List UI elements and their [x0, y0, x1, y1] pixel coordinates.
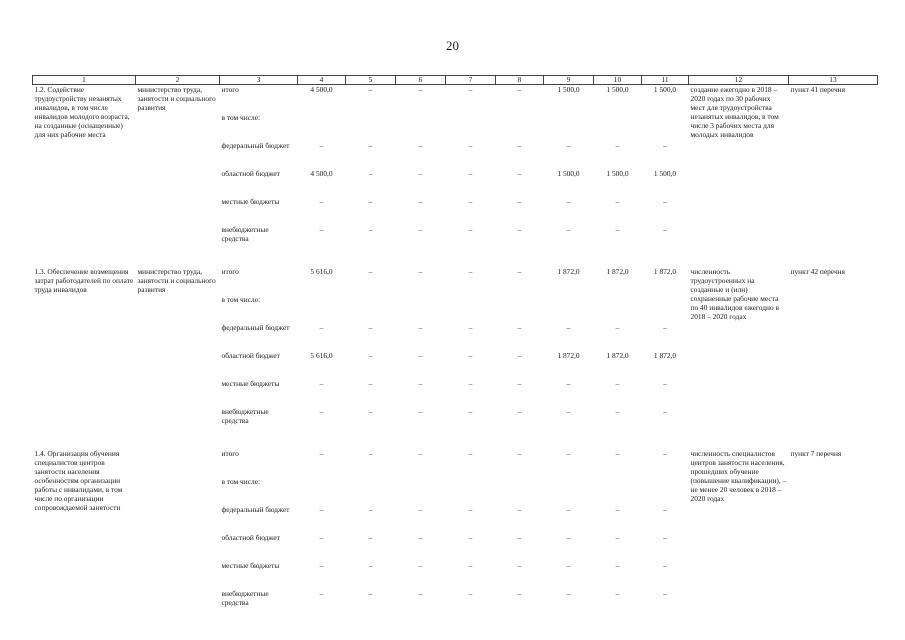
funding-source: местные бюджеты — [221, 197, 280, 206]
value-cell: – — [319, 225, 324, 234]
value-cell: – — [368, 379, 373, 388]
value-cell: – — [418, 449, 423, 458]
value-cell: – — [368, 449, 373, 458]
funding-source: в том числе: — [221, 113, 261, 122]
value-cell: – — [663, 533, 667, 542]
value-cell: – — [615, 561, 620, 570]
value-cell: – — [566, 197, 571, 206]
value-cell: – — [468, 449, 473, 458]
value-cell: – — [566, 407, 571, 416]
spacer-cell — [789, 253, 878, 267]
spacer-cell — [544, 435, 594, 449]
value-cell: – — [517, 449, 522, 458]
column-number: 5 — [346, 76, 396, 85]
value-cell: – — [517, 379, 522, 388]
value-cell: – — [517, 141, 522, 150]
value-cell: 1 872,0 — [653, 267, 677, 276]
funding-source: областной бюджет — [221, 533, 280, 542]
column-number: 11 — [642, 76, 689, 85]
value-cell: – — [615, 505, 620, 514]
value-cell: – — [418, 561, 423, 570]
value-cell: – — [368, 561, 373, 570]
value-cell: – — [468, 169, 473, 178]
value-cell: 1 500,0 — [606, 85, 629, 94]
value-cell: – — [663, 197, 667, 206]
value-cell: – — [663, 505, 667, 514]
value-cell: – — [468, 505, 473, 514]
value-cell — [496, 295, 544, 323]
funding-source: федеральный бюджет — [221, 505, 290, 514]
funding-source: итого — [221, 449, 239, 458]
value-cell: – — [517, 407, 522, 416]
value-cell: – — [418, 323, 423, 332]
measure-name: 1.2. Содействие трудоустройству незанятых инвалидов, в том числе инвалидов молодого возраста, на созданные (оснащенные) для них рабочие места — [34, 85, 130, 139]
spacer-cell — [220, 253, 298, 267]
value-cell — [446, 477, 496, 505]
value-cell: – — [517, 169, 522, 178]
value-cell: – — [615, 141, 620, 150]
value-cell: – — [368, 351, 373, 360]
value-cell: – — [663, 561, 667, 570]
value-cell: – — [566, 561, 571, 570]
value-cell — [594, 477, 642, 505]
row-spacer — [33, 253, 878, 267]
value-cell: – — [319, 323, 324, 332]
value-cell: – — [418, 505, 423, 514]
value-cell: – — [663, 323, 667, 332]
value-cell: – — [468, 533, 473, 542]
value-cell: – — [418, 197, 423, 206]
spacer-cell — [496, 435, 544, 449]
value-cell: – — [319, 141, 324, 150]
value-cell: – — [615, 407, 620, 416]
value-cell: – — [566, 533, 571, 542]
spacer-cell — [544, 253, 594, 267]
value-cell: – — [663, 407, 667, 416]
value-cell: 1 872,0 — [606, 351, 629, 360]
funding-source: внебюджетные средства — [221, 589, 269, 607]
value-cell: – — [319, 197, 324, 206]
column-numbers-row — [33, 76, 878, 85]
value-cell: – — [418, 169, 423, 178]
value-cell: – — [368, 197, 373, 206]
column-number: 2 — [136, 76, 220, 85]
funding-source: итого — [221, 85, 239, 94]
column-number: 6 — [396, 76, 446, 85]
value-cell — [642, 113, 689, 141]
value-cell: – — [319, 505, 324, 514]
column-number: 13 — [789, 76, 878, 85]
target-indicator: численность специалистов центров занятости населения, прошедших обучение (повышение квалификации), – не менее 20 человек в 2018 – 2020 годах — [690, 449, 787, 503]
value-cell: – — [468, 85, 473, 94]
value-cell: – — [368, 589, 373, 598]
value-cell: 4 500,0 — [310, 85, 333, 94]
value-cell: 1 500,0 — [653, 85, 677, 94]
value-cell: – — [418, 379, 423, 388]
target-indicator: создание ежегодно в 2018 – 2020 годах по 30 рабочих мест для трудоустройства незанятых инвалидов, в том числе 3 рабочих места для молодых инвалидов — [690, 85, 779, 139]
value-cell: – — [418, 141, 423, 150]
value-cell: 1 500,0 — [653, 169, 677, 178]
value-cell: – — [517, 267, 522, 276]
value-cell: – — [468, 561, 473, 570]
value-cell: – — [418, 225, 423, 234]
spacer-cell — [136, 253, 220, 267]
value-cell: – — [418, 267, 423, 276]
value-cell — [346, 113, 396, 141]
value-cell: 5 616,0 — [310, 351, 333, 360]
value-cell: 1 500,0 — [557, 85, 580, 94]
value-cell: – — [468, 351, 473, 360]
spacer-cell — [642, 253, 689, 267]
funding-source: местные бюджеты — [221, 379, 280, 388]
column-number: 3 — [220, 76, 298, 85]
column-number: 4 — [298, 76, 346, 85]
value-cell: – — [517, 85, 522, 94]
value-cell: 1 500,0 — [606, 169, 629, 178]
table-row — [33, 85, 878, 114]
value-cell: – — [418, 85, 423, 94]
value-cell: – — [418, 407, 423, 416]
value-cell: – — [468, 589, 473, 598]
spacer-cell — [346, 253, 396, 267]
column-number: 9 — [544, 76, 594, 85]
spacer-cell — [136, 435, 220, 449]
funding-source: федеральный бюджет — [221, 323, 290, 332]
funding-source: федеральный бюджет — [221, 141, 290, 150]
value-cell: – — [517, 505, 522, 514]
value-cell: – — [468, 141, 473, 150]
value-cell: – — [319, 533, 324, 542]
column-number: 12 — [689, 76, 789, 85]
spacer-cell — [594, 253, 642, 267]
value-cell: – — [517, 561, 522, 570]
column-number: 10 — [594, 76, 642, 85]
executor: министерство труда, занятости и социального развития — [137, 267, 216, 294]
value-cell — [396, 113, 446, 141]
value-cell: – — [663, 589, 667, 598]
table-row — [33, 449, 878, 477]
value-cell: – — [368, 141, 373, 150]
value-cell: – — [663, 141, 667, 150]
value-cell: – — [566, 505, 571, 514]
value-cell: – — [566, 379, 571, 388]
value-cell: – — [368, 85, 373, 94]
funding-source: областной бюджет — [221, 351, 280, 360]
measure-name: 1.3. Обеспечение возмещения затрат работодателей по оплате труда инвалидов — [34, 267, 134, 294]
value-cell: – — [566, 225, 571, 234]
spacer-cell — [496, 253, 544, 267]
page-number: 20 — [446, 38, 459, 53]
budget-table — [32, 75, 878, 617]
value-cell: – — [517, 589, 522, 598]
value-cell: – — [517, 351, 522, 360]
value-cell: – — [566, 323, 571, 332]
funding-source: в том числе: — [221, 477, 261, 486]
value-cell — [346, 477, 396, 505]
value-cell: – — [615, 533, 620, 542]
spacer-cell — [33, 435, 136, 449]
executor — [136, 449, 220, 617]
column-number: 7 — [446, 76, 496, 85]
value-cell: – — [319, 379, 324, 388]
value-cell — [496, 113, 544, 141]
value-cell — [544, 295, 594, 323]
value-cell: 1 872,0 — [557, 351, 580, 360]
value-cell — [642, 295, 689, 323]
value-cell: – — [517, 225, 522, 234]
value-cell: – — [615, 379, 620, 388]
spacer-cell — [396, 435, 446, 449]
value-cell: 4 500,0 — [310, 169, 333, 178]
executor: министерство труда, занятости и социального развития — [137, 85, 216, 112]
value-cell: 1 872,0 — [557, 267, 580, 276]
value-cell: – — [615, 225, 620, 234]
value-cell: – — [368, 267, 373, 276]
value-cell — [544, 477, 594, 505]
list-reference: пункт 41 перечня — [790, 85, 846, 94]
spacer-cell — [33, 253, 136, 267]
funding-source: итого — [221, 267, 239, 276]
spacer-cell — [298, 253, 346, 267]
column-number: 1 — [33, 76, 136, 85]
value-cell: – — [319, 589, 324, 598]
value-cell: – — [368, 169, 373, 178]
spacer-cell — [446, 435, 496, 449]
value-cell — [594, 295, 642, 323]
value-cell: – — [319, 407, 324, 416]
row-spacer — [33, 435, 878, 449]
measure-name: 1.4. Организация обучения специалистов центров занятости населения особенностям организации работы с инвалидами, в том числе по организации сопровождаемой занятости — [34, 449, 123, 512]
value-cell: – — [319, 561, 324, 570]
spacer-cell — [594, 435, 642, 449]
value-cell — [544, 113, 594, 141]
value-cell: 5 616,0 — [310, 267, 333, 276]
value-cell — [298, 477, 346, 505]
column-number: 8 — [496, 76, 544, 85]
value-cell: 1 500,0 — [557, 169, 580, 178]
value-cell: – — [663, 225, 667, 234]
value-cell: – — [663, 379, 667, 388]
value-cell: – — [319, 449, 324, 458]
value-cell: – — [468, 197, 473, 206]
value-cell: – — [615, 589, 620, 598]
value-cell: – — [468, 323, 473, 332]
value-cell — [446, 295, 496, 323]
value-cell — [298, 295, 346, 323]
value-cell — [642, 477, 689, 505]
value-cell: – — [368, 225, 373, 234]
list-reference: пункт 42 перечня — [790, 267, 846, 276]
value-cell: – — [566, 589, 571, 598]
value-cell: 1 872,0 — [653, 351, 677, 360]
value-cell: – — [418, 533, 423, 542]
spacer-cell — [446, 253, 496, 267]
value-cell: – — [468, 267, 473, 276]
funding-source: местные бюджеты — [221, 561, 280, 570]
value-cell: – — [368, 323, 373, 332]
target-indicator: численность трудоустроенных на созданные и (или) сохраненные рабочие места по 40 инвалидов ежегодно в 2018 – 2020 годах — [690, 267, 779, 321]
value-cell: – — [615, 323, 620, 332]
value-cell — [396, 477, 446, 505]
spacer-cell — [789, 435, 878, 449]
funding-source: внебюджетные средства — [221, 225, 269, 243]
value-cell: – — [368, 407, 373, 416]
spacer-cell — [298, 435, 346, 449]
value-cell: – — [468, 379, 473, 388]
list-reference: пункт 7 перечня — [790, 449, 842, 458]
spacer-cell — [346, 435, 396, 449]
value-cell: – — [615, 197, 620, 206]
funding-source: областной бюджет — [221, 169, 280, 178]
spacer-cell — [642, 435, 689, 449]
table-row — [33, 267, 878, 295]
value-cell — [496, 477, 544, 505]
funding-source: внебюджетные средства — [221, 407, 269, 425]
spacer-cell — [689, 253, 789, 267]
value-cell: – — [517, 323, 522, 332]
spacer-cell — [689, 435, 789, 449]
value-cell: – — [368, 505, 373, 514]
value-cell — [446, 113, 496, 141]
value-cell: – — [517, 197, 522, 206]
value-cell — [298, 113, 346, 141]
value-cell — [346, 295, 396, 323]
value-cell: – — [468, 407, 473, 416]
value-cell: – — [418, 589, 423, 598]
value-cell: – — [517, 533, 522, 542]
value-cell — [594, 113, 642, 141]
value-cell: – — [663, 449, 667, 458]
value-cell: – — [566, 141, 571, 150]
value-cell: – — [368, 533, 373, 542]
funding-source: в том числе: — [221, 295, 261, 304]
value-cell: – — [566, 449, 571, 458]
value-cell: – — [468, 225, 473, 234]
value-cell — [396, 295, 446, 323]
spacer-cell — [220, 435, 298, 449]
spacer-cell — [396, 253, 446, 267]
value-cell: – — [615, 449, 620, 458]
value-cell: – — [418, 351, 423, 360]
value-cell: 1 872,0 — [606, 267, 629, 276]
